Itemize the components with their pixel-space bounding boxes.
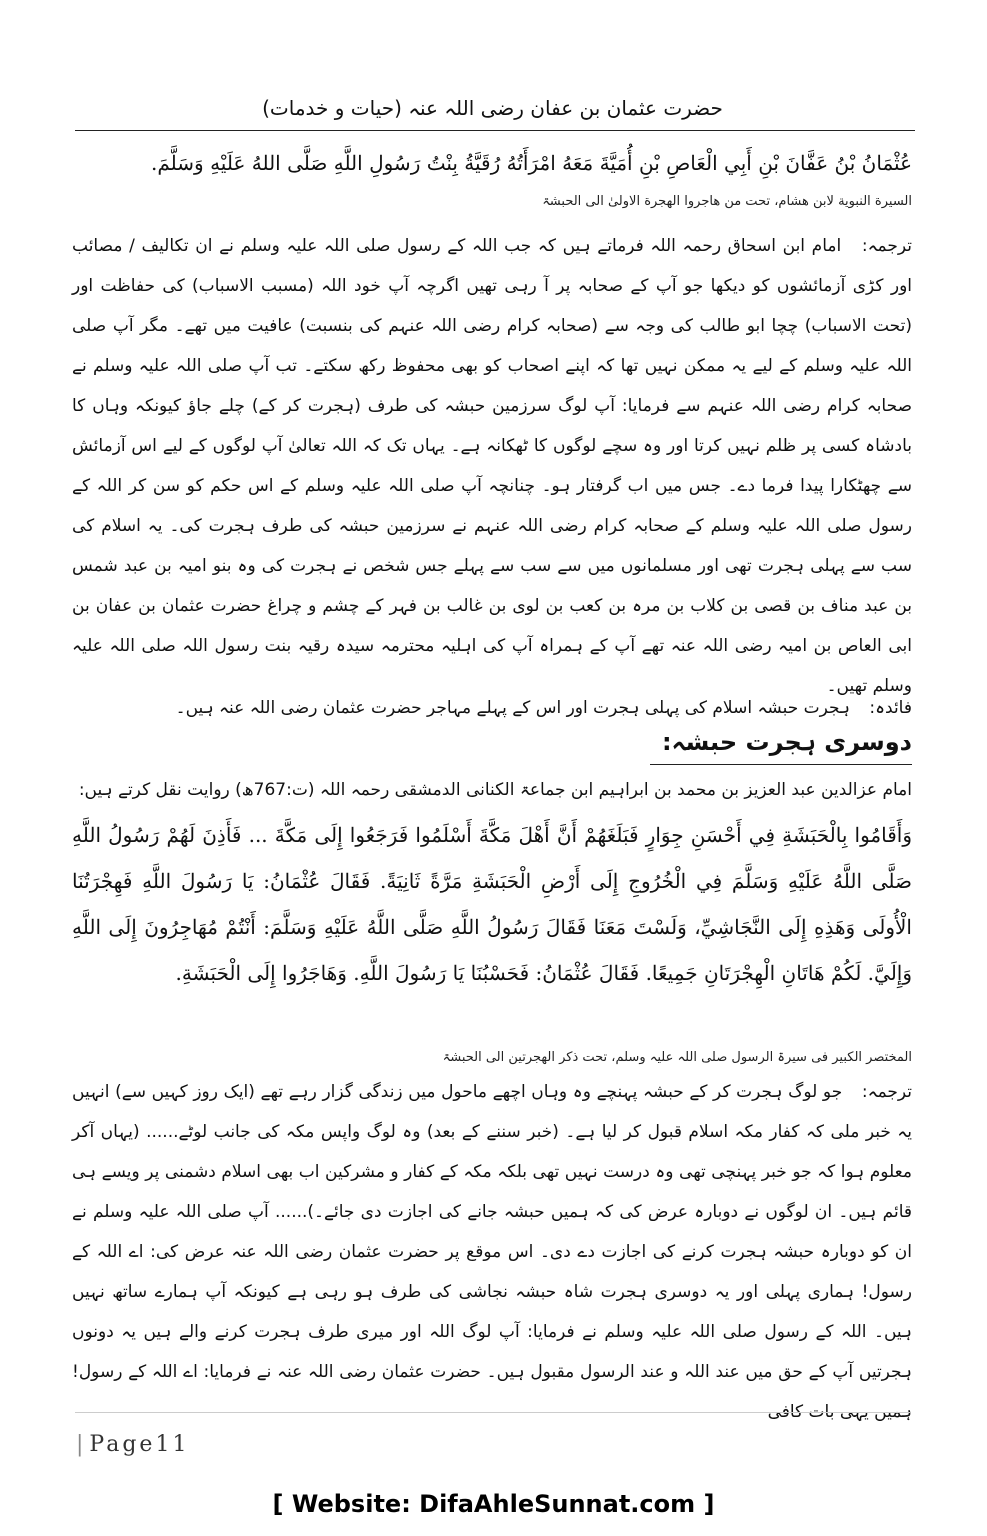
reference-2: المختصر الکبیر فی سیرۃ الرسول صلی اللہ علیہ وسلم، تحت ذکر الھجرتین الی الحبشۃ xyxy=(442,1050,912,1065)
header-divider xyxy=(75,130,915,131)
translation-label-2: ترجمہ: xyxy=(861,1082,913,1102)
translation-text-2: جو لوگ ہجرت کر کے حبشہ پہنچے وہ وہاں اچھے ماحول میں زندگی گزار رہے تھے (ایک روز کہیں سے) انہیں یہ خبر ملی کہ کفار مکہ اسلام قبول کر لیا ہے۔ (خبر سننے کے بعد) وہ لوگ واپس مکہ کی جانب لوٹے...... (یہاں آکر معلوم ہوا کہ جو خبر پہنچی تھی وہ درست نہیں تھی بلکہ مکہ کے کفار و مشرکین اب بھی اسلام دشمنی پر ویسے ہی قائم ہیں۔ ان لوگوں نے دوبارہ عرض کی کہ ہمیں حبشہ جانے کی اجازت دی جائے۔)...... آپ صلی اللہ علیہ وسلم نے ان کو دوبارہ حبشہ ہجرت کرنے کی اجازت دے دی۔ اس موقع پر حضرت عثمان رضی اللہ عنہ عرض کی: اے اللہ کے رسول! ہماری پہلی اور یہ دوسری ہجرت شاہ حبشہ نجاشی کی طرف ہو رہی ہے کیونکہ آپ ہمارے ساتھ نہیں ہیں۔ اللہ کے رسول صلی اللہ علیہ وسلم نے فرمایا: آپ لوگ اللہ اور میری طرف ہجرت کرنے والے ہیں یہ دونوں ہجرتیں آپ کے حق میں عند اللہ و عند الرسول مقبول ہیں۔ حضرت عثمان رضی اللہ عنہ نے فرمایا: اے اللہ کے رسول! ہمیں یہی بات کافی xyxy=(72,1082,912,1422)
arabic-quote-1: عُثْمَانُ بْنُ عَفَّانَ بْنِ أَبِي الْعَاصِ بْنِ أُمَيَّةَ مَعَهُ امْرَأَتُهُ رُقَيَّةُ بِنْتُ رَسُولِ اللَّهِ صَلَّى اللهُ عَلَيْهِ وَسَلَّمَ. xyxy=(151,151,912,175)
benefit-text: ہجرت حبشہ اسلام کی پہلی ہجرت اور اس کے پہلے مہاجر حضرت عثمان رضی اللہ عنہ ہیں۔ xyxy=(175,698,850,718)
page-number: 11 xyxy=(155,1432,190,1457)
page-label: Page xyxy=(89,1432,156,1457)
translation-paragraph-2 xyxy=(72,1072,913,1422)
section-heading-underline xyxy=(650,764,912,765)
translation-paragraph-1 xyxy=(72,226,912,706)
arabic-quote-2: وَأَقَامُوا بِالْحَبَشَةِ فِي أَحْسَنِ جِوَارٍ فَبَلَغَهُمْ أَنَّ أَهْلَ مَكَّةَ أَسْلَمُوا فَرَجَعُوا إِلَى مَكَّةَ ... فَأَذِنَ لَهُمْ رَسُولُ اللَّهِ صَلَّى اللَّهُ عَلَيْهِ وَسَلَّمَ فِي الْخُرُوجِ إِلَى أَرْضِ الْحَبَشَةِ مَرَّةً ثَانِيَةً. فَقَالَ عُثْمَانُ: يَا رَسُولَ اللَّهِ فَهِجْرَتُنَا الْأُولَى وَهَذِهِ إِلَى النَّجَاشِيِّ، وَلَسْتَ مَعَنَا فَقَالَ رَسُولُ اللَّهِ صَلَّى اللَّهُ عَلَيْهِ وَسَلَّمَ: أَنْتُمْ مُهَاجِرُونَ إِلَى اللَّهِ وَإِلَيَّ. لَكُمْ هَاتَانِ الْهِجْرَتَانِ جَمِيعًا. فَقَالَ عُثْمَانُ: فَحَسْبُنَا يَا رَسُولَ اللَّهِ. وَهَاجَرُوا إِلَى الْحَبَشَةِ. xyxy=(72,823,912,985)
translation-text-1: امام ابن اسحاق رحمہ اللہ فرماتے ہیں کہ جب اللہ کے رسول صلی اللہ علیہ وسلم نے ان تکالیف / مصائب اور کڑی آزمائشوں کو دیکھا جو آپ کے صحابہ پر آ رہی تھیں اگرچہ آپ خود اللہ (مسبب الاسباب) کی حفاظت اور (تحت الاسباب) چچا ابو طالب کی وجہ سے (صحابہ کرام رضی اللہ عنہم کی بنسبت) عافیت میں تھے۔ مگر آپ صلی اللہ علیہ وسلم کے لیے یہ ممکن نہیں تھا کہ اپنے اصحاب کو بھی محفوظ رکھ سکتے۔ تب آپ صلی اللہ علیہ وسلم نے صحابہ کرام رضی اللہ عنہم سے فرمایا: آپ لوگ سرزمین حبشہ کی طرف (ہجرت کر کے) چلے جاؤ کیونکہ وہاں کا بادشاہ کسی پر ظلم نہیں کرتا اور وہ سچے لوگوں کا ٹھکانہ ہے۔ یہاں تک کہ اللہ تعالیٰ آپ لوگوں کے لیے اس آزمائش سے چھٹکارا پیدا فرما دے۔ جس میں اب گرفتار ہو۔ چنانچہ آپ صلی اللہ علیہ وسلم کے اس حکم کو سن کر اللہ کے رسول صلی اللہ علیہ وسلم کے صحابہ کرام رضی اللہ عنہم نے سرزمین حبشہ کی طرف ہجرت کی۔ یہ اسلام کی سب سے پہلی ہجرت تھی اور مسلمانوں میں سے سب سے پہلے جس شخص نے ہجرت کی وہ بنو امیہ بن عبد شمس بن عبد مناف بن قصی بن کلاب بن مرہ بن کعب بن لوی بن غالب بن فہر کے چشم و چراغ حضرت عثمان بن عفان بن ابی العاص بن امیہ رضی اللہ عنہ تھے آپ کے ہمراہ آپ کی اہلیہ محترمہ سیدہ رقیہ بنت رسول اللہ صلی اللہ علیہ وسلم تھیں۔ xyxy=(72,236,912,696)
reference-1: السیرة النبویة لابن ھشام، تحت من ھاجروا الھجرة الاولیٰ الی الحبشۃ xyxy=(542,194,912,209)
page-header-title: حضرت عثمان بن عفان رضی اللہ عنہ (حیات و خدمات) xyxy=(262,96,723,120)
website-link[interactable]: [ Website: DifaAhleSunnat.com ] xyxy=(272,1490,715,1518)
translation-label-1: ترجمہ: xyxy=(861,236,912,256)
section-heading: دوسری ہجرت حبشہ: xyxy=(661,728,912,756)
page-number-block xyxy=(76,1432,189,1457)
page-number-bar: | xyxy=(76,1432,84,1457)
benefit-label: فائدہ: xyxy=(869,698,912,718)
intro-paragraph: امام عزالدین عبد العزیز بن محمد بن ابراہیم ابن جماعۃ الکنانی الدمشقی رحمہ اللہ (ت:767ھ) روایت نقل کرتے ہیں: xyxy=(78,780,912,800)
footer-divider xyxy=(75,1412,910,1413)
